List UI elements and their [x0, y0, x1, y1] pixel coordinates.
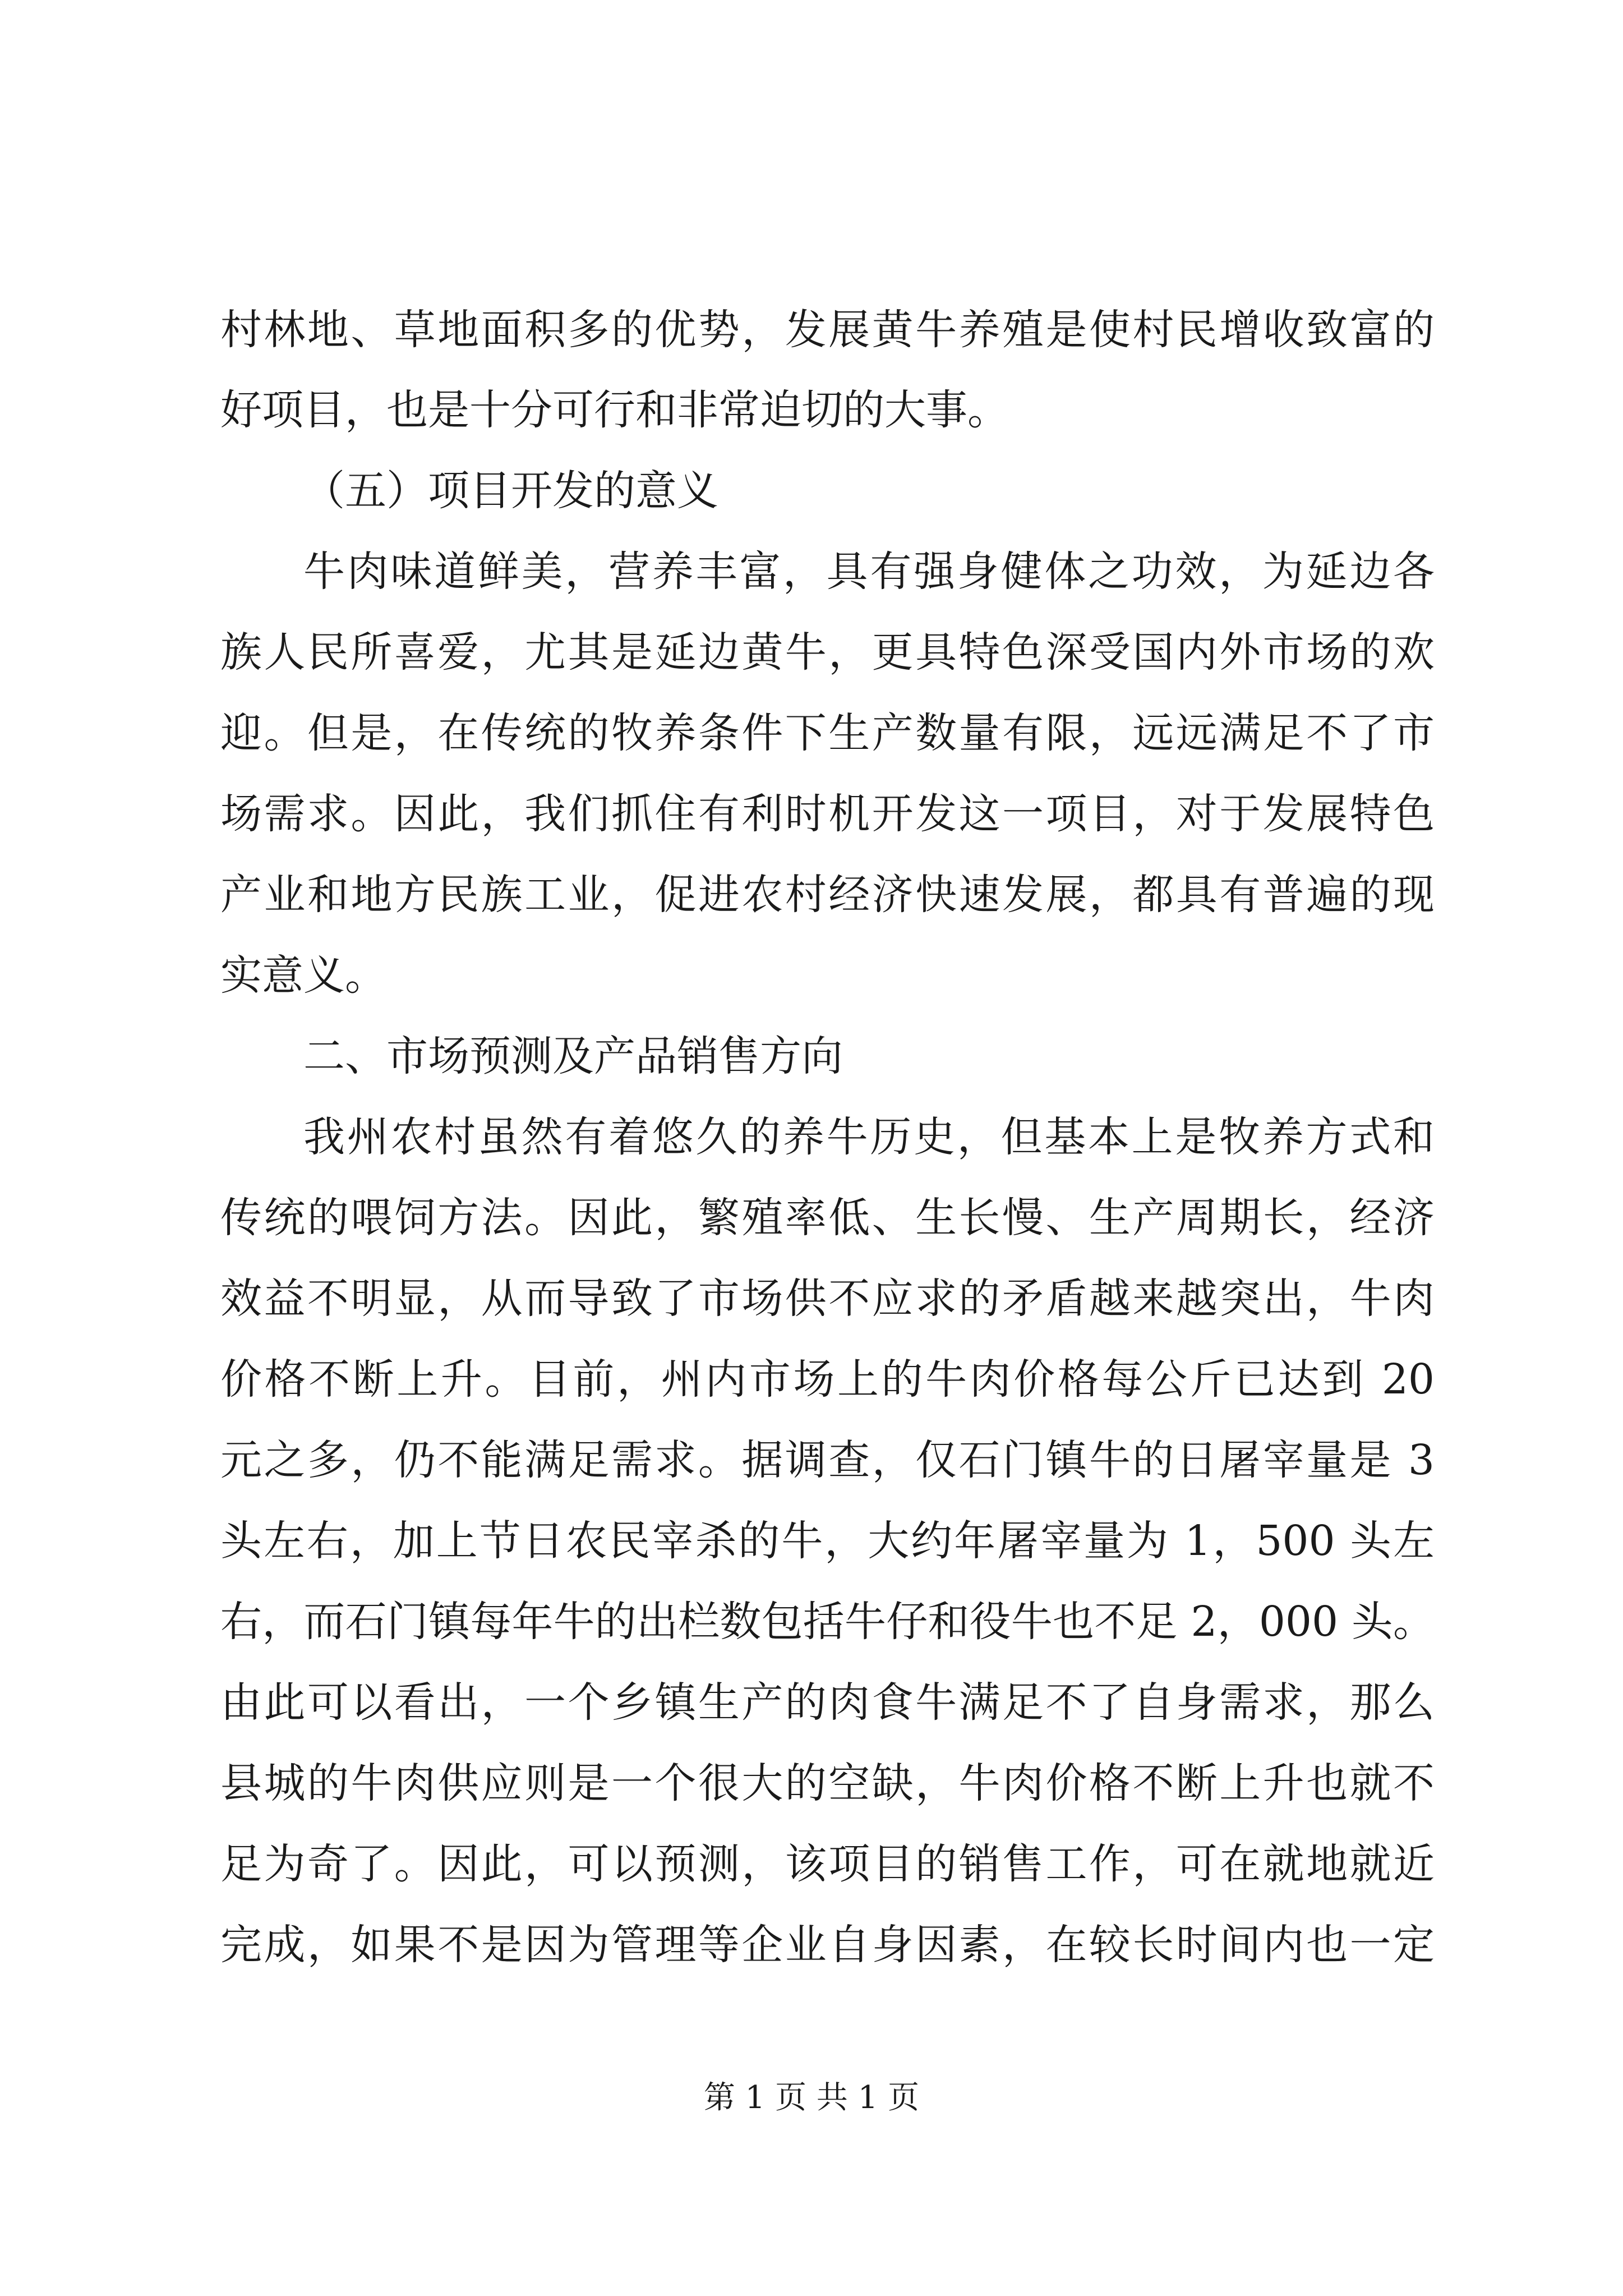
text-line: 我州农村虽然有着悠久的养牛历史，但基本上是牧养方式和: [303, 1113, 1435, 1161]
text-line: 好项目，也是十分可行和非常迫切的大事。: [220, 386, 1009, 434]
text-line: 元之多，仍不能满足需求。据调查，仅石门镇牛的日屠宰量是 3: [220, 1436, 1435, 1484]
section-heading: 二、市场预测及产品销售方向: [303, 1032, 843, 1080]
text-line: 完成，如果不是因为管理等企业自身因素，在较长时间内也一定: [220, 1921, 1435, 1969]
page-number-footer: 第 1 页 共 1 页: [703, 2079, 920, 2116]
text-line: 场需求。因此，我们抓住有利时机开发这一项目，对于发展特色: [220, 790, 1435, 838]
text-line: 族人民所喜爱，尤其是延边黄牛，更具特色深受国内外市场的欢: [220, 628, 1435, 677]
text-line: 价格不断上升。目前，州内市场上的牛肉价格每公斤已达到 20: [220, 1355, 1435, 1404]
text-line: 传统的喂饲方法。因此，繁殖率低、生长慢、生产周期长，经济: [220, 1194, 1435, 1242]
text-line: 县城的牛肉供应则是一个很大的空缺，牛肉价格不断上升也就不: [220, 1759, 1435, 1807]
text-line: 村林地、草地面积多的优势，发展黄牛养殖是使村民增收致富的: [220, 306, 1435, 354]
text-line: 实意义。: [220, 951, 386, 1000]
text-line: 足为奇了。因此，可以预测，该项目的销售工作，可在就地就近: [220, 1840, 1435, 1888]
text-line: 产业和地方民族工业，促进农村经济快速发展，都具有普遍的现: [220, 871, 1435, 919]
text-line: 右，而石门镇每年牛的出栏数包括牛仔和役牛也不足 2，000 头。: [220, 1598, 1435, 1646]
text-line: 迎。但是，在传统的牧养条件下生产数量有限，远远满足不了市: [220, 709, 1435, 757]
text-line: 头左右，加上节日农民宰杀的牛，大约年屠宰量为 1，500 头左: [220, 1517, 1435, 1565]
text-line: 由此可以看出，一个乡镇生产的肉食牛满足不了自身需求，那么: [220, 1678, 1435, 1727]
text-line: 效益不明显，从而导致了市场供不应求的矛盾越来越突出，牛肉: [220, 1274, 1435, 1323]
text-line: 牛肉味道鲜美，营养丰富，具有强身健体之功效，为延边各: [303, 547, 1435, 596]
section-heading: （五）项目开发的意义: [303, 467, 718, 515]
